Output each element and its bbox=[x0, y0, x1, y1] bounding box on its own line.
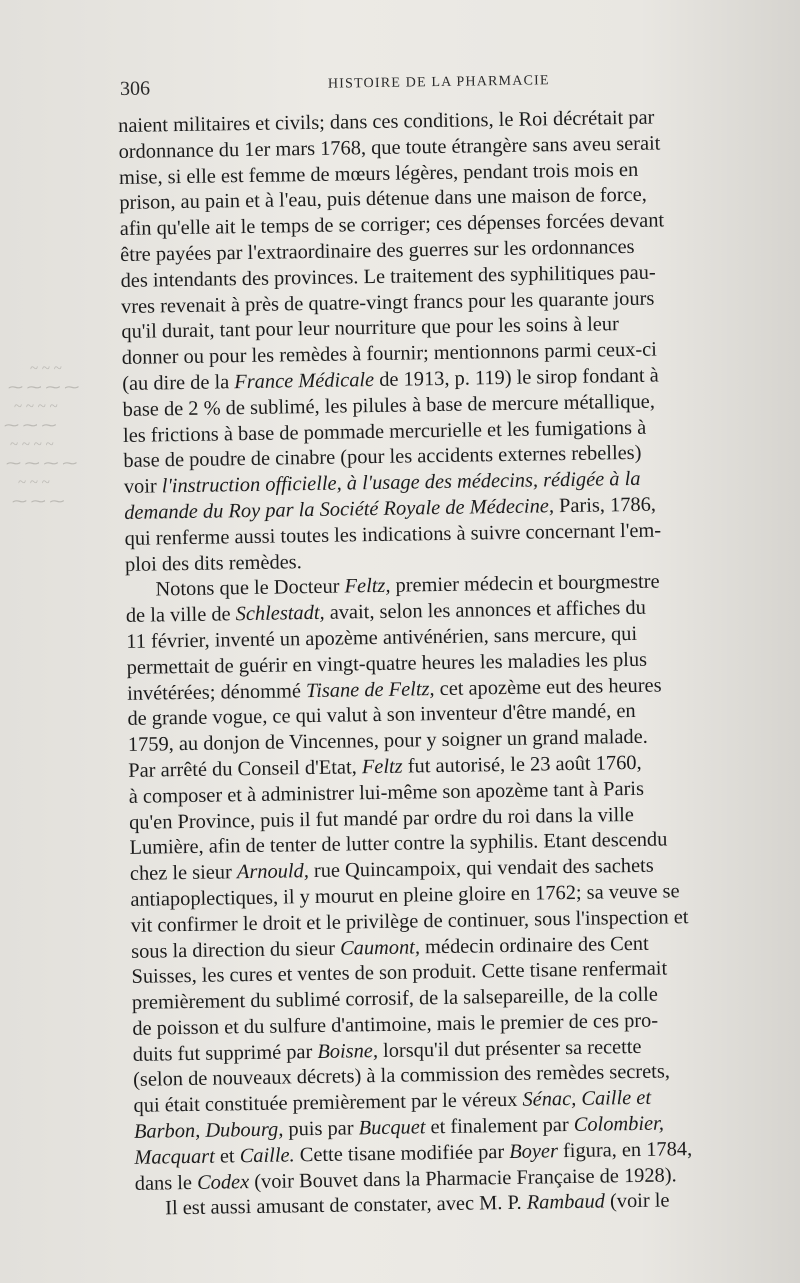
italic-text: Macquart bbox=[134, 1145, 215, 1169]
text-span: de poisson et du sulfure d'antimoine, mais le premier de ces pro- bbox=[132, 1009, 659, 1040]
text-span: figura, en 1784, bbox=[557, 1137, 693, 1163]
text-span: sous la direction du sieur bbox=[130, 937, 341, 963]
text-span: fut autorisé, le 23 août 1760, bbox=[402, 751, 642, 778]
text-span: ordonnance du 1er mars 1768, que toute étrangère sans aveu serait bbox=[118, 132, 661, 163]
text-span: Paris, 1786, bbox=[553, 493, 657, 518]
text-span: qu'en Province, puis il fut mandé par ordre du roi dans la ville bbox=[128, 803, 635, 834]
italic-text: Feltz, bbox=[344, 575, 391, 598]
text-span: vres revenait à près de quatre-vingt francs pour les quarante jours bbox=[120, 287, 655, 318]
italic-text: Tisane de Feltz, bbox=[305, 677, 435, 702]
text-span: (voir le bbox=[604, 1189, 670, 1213]
text-span: Par arrêté du Conseil d'Etat, bbox=[128, 756, 363, 782]
text-span: vit confirmer le droit et le privilège de continuer, sous l'inspection et bbox=[130, 905, 689, 937]
text-span: à composer et à administrer lui-même son apozème tant à Paris bbox=[128, 777, 645, 808]
text-span: 11 février, inventé un apozème antivénérien, sans mercure, qui bbox=[126, 622, 638, 653]
text-span: (voir Bouvet dans la Pharmacie Française de 1928). bbox=[249, 1164, 677, 1193]
text-span: lorsqu'il dut présenter sa recette bbox=[377, 1035, 642, 1062]
text-span: rue Quincampoix, qui vendait des sachets bbox=[308, 854, 654, 883]
page-number: 306 bbox=[119, 77, 151, 100]
text-span: prison, au pain et à l'eau, puis détenue dans une maison de force, bbox=[119, 184, 647, 215]
text-span: 1759, au donjon de Vincennes, pour y soigner un grand malade. bbox=[127, 725, 648, 757]
italic-text: Boyer bbox=[509, 1140, 559, 1163]
text-span: de la ville de bbox=[125, 603, 236, 628]
italic-text: l'instruction officielle, à l'usage des médecins, rédigée à la bbox=[161, 467, 641, 498]
text-span: de 1913, p. 119) le sirop fondant à bbox=[373, 364, 659, 391]
text-span: voir bbox=[123, 475, 162, 499]
text-span: Il est aussi amusant de constater, avec M. P. bbox=[165, 1192, 527, 1220]
italic-text: France Médicale bbox=[234, 368, 375, 394]
italic-text: Codex bbox=[196, 1170, 250, 1194]
text-span: Notons que le Docteur bbox=[155, 575, 345, 601]
text-span: afin qu'elle ait le temps de se corriger; ces dépenses forcées devant bbox=[119, 209, 665, 241]
text-span: Cette tisane modifiée par bbox=[294, 1140, 510, 1167]
text-span: naient militaires et civils; dans ces conditions, le Roi décrétait par bbox=[118, 106, 655, 137]
italic-text: Barbon, Dubourg, bbox=[133, 1118, 284, 1143]
text-span: premier médecin et bourgmestre bbox=[390, 570, 660, 598]
text-span: et bbox=[214, 1145, 240, 1168]
text-span: qui était constituée premièrement par le véreux bbox=[133, 1089, 523, 1118]
text-span: être payées par l'extraordinaire des guerres sur les ordonnances bbox=[120, 235, 635, 266]
italic-text: Sénac, Caille et bbox=[522, 1087, 652, 1112]
text-span: duits fut supprimé par bbox=[132, 1040, 318, 1066]
text-span: mise, si elle est femme de mœurs légères, pendant trois mois en bbox=[118, 158, 639, 189]
text-span: Lumière, afin de tenter de lutter contre la syphilis. Etant descendu bbox=[129, 828, 668, 860]
text-span: médecin ordinaire des Cent bbox=[419, 932, 649, 958]
text-span: invétérées; dénommé bbox=[126, 679, 307, 705]
text-span: donner ou pour les remèdes à fournir; mentionnons parmi ceux-ci bbox=[121, 338, 658, 370]
text-span: (selon de nouveaux décrets) à la commission des remèdes secrets, bbox=[133, 1060, 671, 1092]
italic-text: Boisne, bbox=[317, 1039, 379, 1063]
text-span: avait, selon les annonces et affiches du bbox=[324, 596, 646, 624]
text-span: cet apozème eut des heures bbox=[434, 674, 662, 700]
text-span: Suisses, les cures et ventes de son produit. Cette tisane renfermait bbox=[131, 957, 668, 989]
text-span: les frictions à base de pommade mercurielle et les fumigations à bbox=[122, 416, 647, 447]
text-span: ploi des dits remèdes. bbox=[124, 550, 302, 576]
text-span: et finalement par bbox=[425, 1114, 574, 1139]
text-span: des intendants des provinces. Le traitement des syphilitiques pau- bbox=[120, 261, 656, 292]
running-title: HISTOIRE DE LA PHARMACIE bbox=[327, 73, 550, 92]
italic-text: Rambaud bbox=[526, 1190, 606, 1215]
text-span: chez le sieur bbox=[129, 861, 238, 886]
text-span: antiapoplectiques, il y mourut en pleine gloire en 1762; sa veuve se bbox=[130, 880, 680, 911]
italic-text: Bucquet bbox=[358, 1116, 426, 1140]
text-span: dans le bbox=[134, 1171, 198, 1195]
text-span: base de poudre de cinabre (pour les accidents externes rebelles) bbox=[123, 442, 642, 473]
italic-text: Caille. bbox=[239, 1144, 295, 1168]
text-span: base de 2 % de sublimé, les pilules à base de mercure métallique, bbox=[122, 390, 656, 421]
body-text bbox=[118, 104, 785, 1223]
page-header bbox=[120, 68, 760, 102]
italic-text: demande du Roy par la Société Royale de Médecine, bbox=[124, 495, 555, 524]
text-span: (au dire de la bbox=[122, 371, 235, 395]
italic-text: Arnould, bbox=[236, 860, 310, 884]
text-span: premièrement du sublimé corrosif, de la salsepareille, de la colle bbox=[131, 983, 659, 1014]
italic-text: Schlestadt, bbox=[235, 601, 325, 626]
bleed-through-text: ~ ~ ~ ⁓ ⁓ ⁓ ⁓ ~ ~ ~ ~ ⁓ ⁓ ⁓ ~ ~ ~ ~ ⁓ ⁓ ⁓ ⁓ ~ ~ ~ ⁓ ⁓ ⁓ bbox=[4, 361, 80, 510]
text-span: puis par bbox=[283, 1117, 359, 1141]
text-span: qui renferme aussi toutes les indications à suivre concernant l'em- bbox=[124, 519, 662, 550]
text-span: qu'il durait, tant pour leur nourriture que pour les soins à leur bbox=[121, 313, 620, 344]
text-span: permettait de guérir en vingt-quatre heures les maladies les plus bbox=[126, 648, 648, 679]
italic-text: Feltz bbox=[361, 755, 403, 779]
text-span: de grande vogue, ce qui valut à son inventeur d'être mandé, en bbox=[127, 700, 636, 731]
italic-text: Colombier, bbox=[573, 1112, 665, 1137]
italic-text: Caumont, bbox=[339, 935, 421, 960]
